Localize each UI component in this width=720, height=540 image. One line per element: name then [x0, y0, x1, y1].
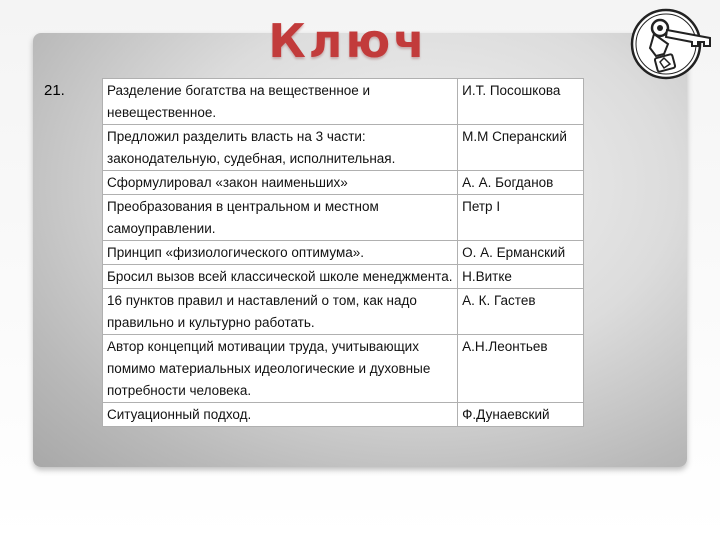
description-cell: Разделение богатства на вещественное и невещественное. [103, 79, 458, 125]
description-cell: Ситуационный подход. [103, 403, 458, 427]
author-cell: М.М Сперанский [458, 125, 584, 171]
author-cell: А. А. Богданов [458, 171, 584, 195]
author-cell: А. К. Гастев [458, 289, 584, 335]
description-cell: 16 пунктов правил и наставлений о том, как надо правильно и культурно работать. [103, 289, 458, 335]
description-cell: Преобразования в центральном и местном самоуправлении. [103, 195, 458, 241]
description-cell: Предложил разделить власть на 3 части: законодательную, судебная, исполнительная. [103, 125, 458, 171]
table-row [103, 241, 584, 265]
question-number: 21. [44, 82, 65, 99]
author-cell: Петр I [458, 195, 584, 241]
table-row [103, 289, 584, 335]
description-cell: Бросил вызов всей классической школе менеджмента. [103, 265, 458, 289]
author-cell: Н.Витке [458, 265, 584, 289]
table-row [103, 265, 584, 289]
key-icon [630, 4, 716, 84]
description-cell: Принцип «физиологического оптимума». [103, 241, 458, 265]
table-row [103, 403, 584, 427]
description-cell: Автор концепций мотивации труда, учитывающих помимо материальных идеологические и духовные потребности человека. [103, 335, 458, 403]
author-cell: Ф.Дунаевский [458, 403, 584, 427]
author-cell: И.Т. Посошкова [458, 79, 584, 125]
table-row [103, 335, 584, 403]
table-row [103, 171, 584, 195]
author-cell: А.Н.Леонтьев [458, 335, 584, 403]
table-row [103, 79, 584, 125]
author-cell: О. А. Ерманский [458, 241, 584, 265]
slide-title [0, 14, 720, 68]
slide-title-text: Ключ [268, 14, 428, 68]
table-row [103, 195, 584, 241]
answer-key-table [102, 78, 584, 427]
table-row [103, 125, 584, 171]
description-cell: Сформулировал «закон наименьших» [103, 171, 458, 195]
